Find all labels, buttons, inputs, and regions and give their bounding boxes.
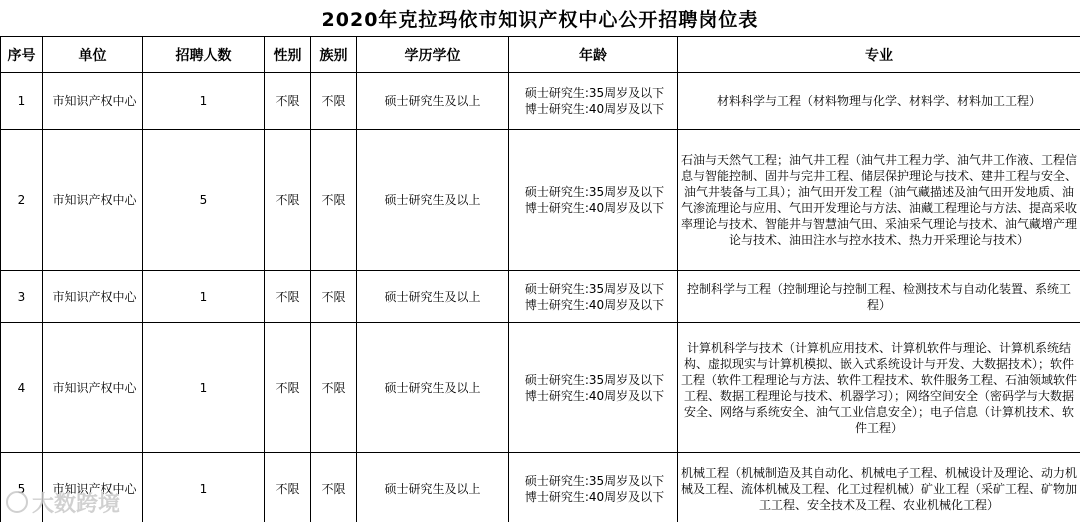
table-row [1, 271, 1080, 323]
cell-count: 1 [143, 453, 265, 522]
recruitment-table [0, 36, 1080, 522]
table-row [1, 73, 1080, 130]
cell-ethnicity: 不限 [311, 130, 357, 271]
header-major: 专业 [678, 37, 1080, 73]
cell-major: 机械工程（机械制造及其自动化、机械电子工程、机械设计及理论、动力机械及工程、流体机械及工程、化工过程机械）矿业工程（采矿工程、矿物加工工程、安全技术及工程、农业机械化工程） [678, 453, 1080, 522]
cell-unit: 市知识产权中心 [43, 73, 143, 130]
table-row [1, 130, 1080, 271]
cell-unit: 市知识产权中心 [43, 323, 143, 453]
cell-count: 1 [143, 73, 265, 130]
cell-ethnicity: 不限 [311, 73, 357, 130]
header-gender: 性别 [265, 37, 311, 73]
cell-education: 硕士研究生及以上 [357, 271, 509, 323]
age-doctor: 博士研究生:40周岁及以下 [524, 201, 665, 215]
header-ethnicity: 族别 [311, 37, 357, 73]
header-count: 招聘人数 [143, 37, 265, 73]
cell-no: 2 [1, 130, 43, 271]
cell-education: 硕士研究生及以上 [357, 323, 509, 453]
age-master: 硕士研究生:35周岁及以下 [524, 372, 665, 387]
age-doctor: 博士研究生:40周岁及以下 [524, 388, 665, 403]
header-unit: 单位 [43, 37, 143, 73]
cell-count: 1 [143, 323, 265, 453]
cell-age [509, 453, 678, 522]
cell-gender: 不限 [265, 130, 311, 271]
table-row [1, 453, 1080, 522]
cell-gender: 不限 [265, 323, 311, 453]
age-master: 硕士研究生:35周岁及以下 [524, 281, 665, 296]
age-doctor: 博士研究生:40周岁及以下 [524, 102, 665, 116]
cell-education: 硕士研究生及以上 [357, 130, 509, 271]
cell-major: 石油与天然气工程；油气井工程（油气井工程力学、油气井工作液、工程信息与智能控制、固井与完井工程、储层保护理论与技术、建井工程与安全、油气井装备与工具）；油气田开发工程（油气藏描述及油气田开发地质、油气渗流理论与应用、气田开发理论与方法、油藏工程理论与方法、提高采收率理论与技术、智能井与智慧油气田、采油采气理论与技术、油气藏增产理论与技术、油田注水与控水技术、热力开采理论与技术） [678, 130, 1080, 271]
cell-age [509, 271, 678, 323]
cell-ethnicity: 不限 [311, 323, 357, 453]
cell-age [509, 73, 678, 130]
cell-major: 控制科学与工程（控制理论与控制工程、检测技术与自动化装置、系统工程） [678, 271, 1080, 323]
cell-no: 1 [1, 73, 43, 130]
cell-unit: 市知识产权中心 [43, 130, 143, 271]
cell-ethnicity: 不限 [311, 453, 357, 522]
cell-no: 5 [1, 453, 43, 522]
cell-no: 3 [1, 271, 43, 323]
cell-unit: 市知识产权中心 [43, 271, 143, 323]
table-row [1, 323, 1080, 453]
page-title: 2020年克拉玛依市知识产权中心公开招聘岗位表 [321, 8, 759, 31]
age-master: 硕士研究生:35周岁及以下 [524, 473, 665, 488]
cell-gender: 不限 [265, 453, 311, 522]
cell-age [509, 323, 678, 453]
cell-major: 计算机科学与技术（计算机应用技术、计算机软件与理论、计算机系统结构、虚拟现实与计算机模拟、嵌入式系统设计与开发、大数据技术）；软件工程（软件工程理论与方法、软件工程技术、软件服务工程、石油领域软件工程、数据工程理论与技术、机器学习）；网络空间安全（密码学与大数据安全、网络与系统安全、油气工业信息安全）；电子信息（计算机技术、软件工程） [678, 323, 1080, 453]
cell-count: 1 [143, 271, 265, 323]
cell-gender: 不限 [265, 73, 311, 130]
cell-education: 硕士研究生及以上 [357, 73, 509, 130]
cell-count: 5 [143, 130, 265, 271]
cell-education: 硕士研究生及以上 [357, 453, 509, 522]
cell-gender: 不限 [265, 271, 311, 323]
header-row [1, 37, 1080, 73]
age-doctor: 博士研究生:40周岁及以下 [524, 489, 665, 504]
age-master: 硕士研究生:35周岁及以下 [524, 86, 665, 100]
cell-ethnicity: 不限 [311, 271, 357, 323]
watermark-text: 大数跨境 [32, 491, 121, 517]
cell-unit: 市知识产权中心 [43, 453, 143, 522]
cell-age [509, 130, 678, 271]
cell-major: 材料科学与工程（材料物理与化学、材料学、材料加工工程） [678, 73, 1080, 130]
age-master: 硕士研究生:35周岁及以下 [524, 185, 665, 199]
header-no: 序号 [1, 37, 43, 73]
header-education: 学历学位 [357, 37, 509, 73]
header-age: 年龄 [509, 37, 678, 73]
age-doctor: 博士研究生:40周岁及以下 [524, 297, 665, 312]
cell-no: 4 [1, 323, 43, 453]
